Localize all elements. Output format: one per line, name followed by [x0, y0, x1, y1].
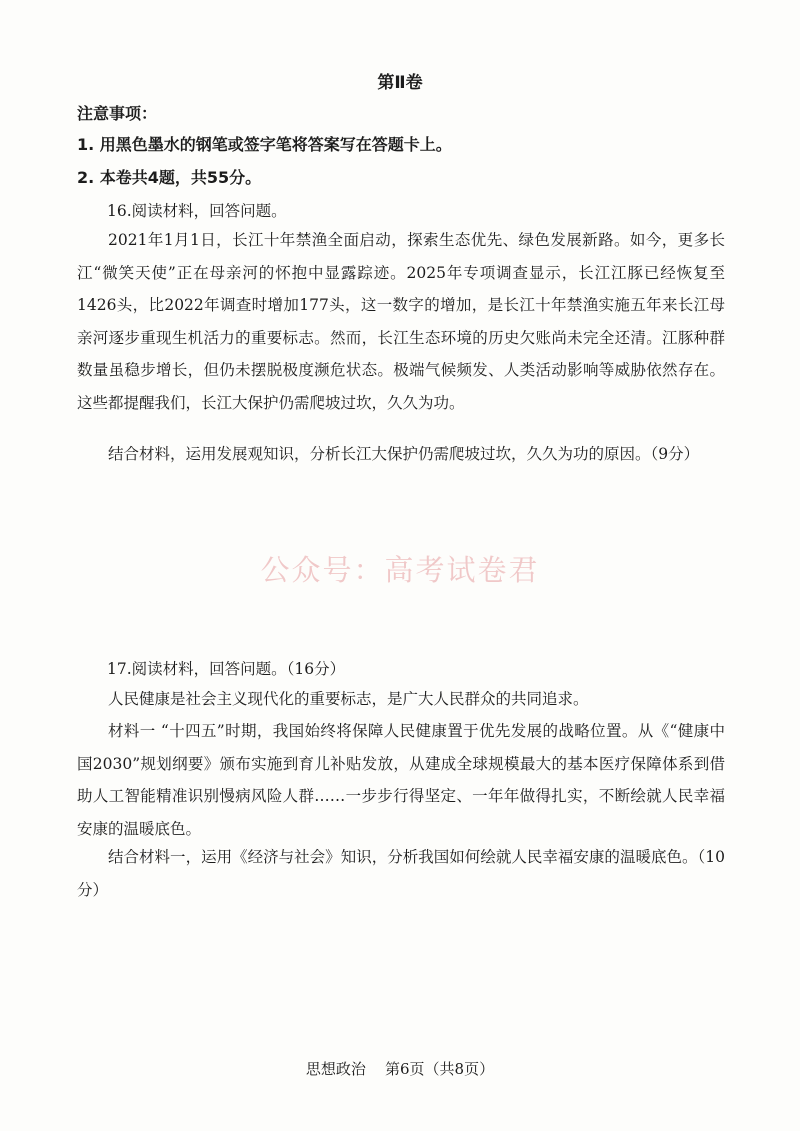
page-footer: 思想政治 第6页（共8页）: [305, 1060, 495, 1078]
question-16-prompt: 结合材料，运用发展观知识，分析长江大保护仍需爬坡过坎，久久为功的原因。（9分）: [108, 445, 700, 463]
question-17-heading: 17.阅读材料，回答问题。（16分）: [107, 660, 346, 678]
watermark: 公众号：高考试卷君: [260, 553, 540, 587]
section-title: 第Ⅱ卷: [377, 73, 423, 93]
question-17-prompt: 结合材料一，运用《经济与社会》知识，分析我国如何绘就人民幸福安康的温暖底色。（10分）: [77, 848, 725, 899]
notice-heading: 注意事项：: [77, 104, 158, 123]
question-16-material: 2021年1月1日，长江十年禁渔全面启动，探索生态优先、绿色发展新路。如今，更多长江“微笑天使”正在母亲河的怀抱中显露踪迹。2025年专项调查显示，长江江豚已经恢复至1426头，比2022年调查时增加177头，这一数字的增加，是长江十年禁渔实施五年来长江母亲河逐步重现生机活力的重要标志。然而，长江生态环境的历史欠账尚未完全还清。江豚种群数量虽稳步增长，但仍未摆脱极度濒危状态。极端气候频发、人类活动影响等威胁依然存在。这些都提醒我们，长江大保护仍需爬坡过坎，久久为功。: [77, 231, 725, 412]
question-16-heading: 16.阅读材料，回答问题。: [107, 202, 287, 220]
notice-item-2: 2. 本卷共4题，共55分。: [77, 168, 262, 187]
notice-item-1: 1. 用黑色墨水的钢笔或签字笔将答案写在答题卡上。: [77, 135, 452, 154]
question-17-material: 材料一 “十四五”时期，我国始终将保障人民健康置于优先发展的战略位置。从《“健康中国2030”规划纲要》颁布实施到育儿补贴发放，从建成全球规模最大的基本医疗保障体系到借助人工智能精准识别慢病风险人群……一步步行得坚定、一年年做得扎实，不断绘就人民幸福安康的温暖底色。: [77, 722, 725, 838]
question-17-intro: 人民健康是社会主义现代化的重要标志，是广大人民群众的共同追求。: [108, 690, 589, 708]
